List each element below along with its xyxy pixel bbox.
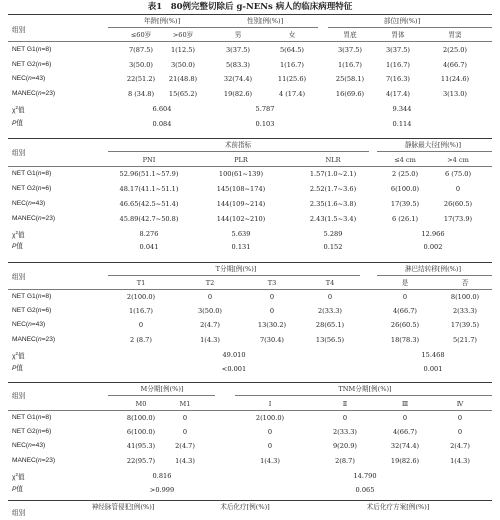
table-cell: 3(50.0) [170,61,196,69]
column-header: >60岁 [172,31,194,39]
group-title: 术后化疗方案[例(%)] [366,503,430,511]
table-cell: 21(48.8) [168,75,198,83]
group-title: 部位[例(%)] [383,17,421,25]
table-cell: 11(25.6) [277,75,307,83]
chi-square-value: 12.966 [421,230,445,238]
table-cell: 7(87.5) [128,46,154,54]
chi-square-value: 15.468 [421,351,445,359]
row-label: MANEC(n=23) [12,215,56,222]
column-header: PLR [234,156,248,164]
table-cell: 2(4.7) [200,321,220,329]
row-label: NEC(n=43) [12,442,46,449]
table-cell: 11(24.6) [440,75,470,83]
column-header: 是 [401,279,409,287]
row-label: $\chi^2$值 [12,230,25,240]
header-rule [8,41,492,42]
row-label: P值 [12,486,23,493]
table-cell: 144(102~210) [216,215,266,223]
table-cell: 144(109~214) [216,200,266,208]
table-cell: 0 [182,414,188,422]
row-label: NET G1(n=8) [12,46,52,53]
group-underline [377,275,492,276]
column-header: Ⅱ [342,400,348,408]
table-cell: 17(73.9) [443,215,473,223]
table-cell: 145(108~174) [216,185,266,193]
table-cell: 0 [342,414,348,422]
chi-square-value: 5.639 [231,230,251,238]
table-cell: 2.35(1.6~3.8) [309,200,357,208]
row-label: NET G2(n=6) [12,61,52,68]
table-cell: 2 (25.0) [391,170,419,178]
group-header: 组别 [12,273,26,281]
group-title: 神经脉管侵犯[例(%)] [91,503,155,511]
column-header: Ⅳ [456,400,464,408]
group-header: 组别 [12,149,26,157]
column-header: NLR [325,156,341,164]
chi-square-value: 14.790 [353,472,377,480]
section-top-rule [8,14,492,15]
row-label: P值 [12,243,23,250]
table-cell: 8 (34.8) [127,90,155,98]
column-header: PNI [142,156,156,164]
table-cell: 4(66.7) [442,61,468,69]
table-cell: 2(33.3) [452,307,478,315]
group-header: 组别 [12,26,26,34]
column-header: ≤4 cm [394,156,416,164]
table-cell: 17(39.5) [390,200,420,208]
table-cell: 4 (17.4) [278,90,306,98]
table-cell: 9(20.9) [332,442,358,450]
row-label: NET G1(n=8) [12,414,52,421]
row-label: MANEC(n=23) [12,90,56,97]
table-cell: 1(16.7) [337,61,363,69]
table-cell: 0 [402,414,408,422]
table-cell: 1.57(1.0~2.1) [309,170,357,178]
group-header: 组别 [12,509,26,517]
group-underline [215,27,318,28]
table-cell: 3(37.5) [337,46,363,54]
table-cell: 0 [207,293,213,301]
column-header: T3 [267,279,277,287]
group-underline [108,275,360,276]
row-label: MANEC(n=23) [12,457,56,464]
table-cell: 2(33.3) [317,307,343,315]
table-cell: 41(95.3) [126,442,156,450]
table-cell: 2.43(1.5~3.4) [309,215,357,223]
chi-square-value: 6.604 [152,105,172,113]
table-cell: 17(39.5) [450,321,480,329]
chi-square-value: 8.276 [139,230,159,238]
group-title: 性别[例(%)] [246,17,284,25]
table-cell: 7(16.3) [385,75,411,83]
header-rule [8,166,492,167]
table-cell: 1(4.3) [450,457,470,465]
column-header: T1 [136,279,146,287]
table-cell: 25(58.1) [335,75,365,83]
p-value: 0.131 [231,243,251,251]
table-cell: 19(82.6) [223,90,253,98]
table-cell: 1(12.5) [170,46,196,54]
row-label: P值 [12,120,23,127]
table-cell: 100(61~139) [218,170,264,178]
table-cell: 2(4.7) [175,442,195,450]
table-cell: 32(74.4) [390,442,420,450]
table-cell: 1(4.3) [200,336,220,344]
row-label: NET G2(n=6) [12,185,52,192]
group-underline [377,151,492,152]
table-cell: 46.65(42.5~51.4) [119,200,179,208]
table-cell: 2(33.3) [332,428,358,436]
table-cell: 45.89(42.7~50.8) [119,215,179,223]
table-cell: 0 [455,185,461,193]
p-value: 0.114 [392,120,412,128]
row-label: NET G2(n=6) [12,307,52,314]
table-cell: 8(100.0) [126,414,156,422]
table-cell: 0 [269,307,275,315]
group-title: 术后化疗[例(%)] [220,503,270,511]
row-label: $\chi^2$值 [12,472,25,482]
table-cell: 1(16.7) [385,61,411,69]
table-cell: 32(74.4) [223,75,253,83]
table-cell: 2.52(1.7~3.6) [309,185,357,193]
table-cell: 0 [457,428,463,436]
table-cell: 28(65.1) [315,321,345,329]
table-cell: 19(82.6) [390,457,420,465]
table-cell: 0 [138,321,144,329]
table-cell: 6 (26.1) [391,215,419,223]
column-header: Ⅲ [401,400,409,408]
table-cell: 3(13.0) [442,90,468,98]
column-header: 女 [288,31,296,39]
table-cell: 16(69.6) [335,90,365,98]
column-header: >4 cm [447,156,469,164]
table-cell: 22(51.2) [126,75,156,83]
p-value: 0.001 [423,365,443,373]
chi-square-value: 5.289 [323,230,343,238]
table-cell: 4(66.7) [392,307,418,315]
header-rule [8,410,492,411]
table-cell: 4(17.4) [385,90,411,98]
table-cell: 13(30.2) [257,321,287,329]
section-top-rule [8,138,492,139]
table-cell: 0 [327,293,333,301]
table-cell: 2(100.0) [255,414,285,422]
column-header: 胃窦 [448,31,462,39]
group-underline [108,395,215,396]
table-cell: 15(65.2) [168,90,198,98]
table-cell: 5(64.5) [279,46,305,54]
group-title: 静脉最大径[例(%)] [404,141,462,149]
chi-square-value: 49.010 [222,351,246,359]
group-underline [328,27,492,28]
table-cell: 7(30.4) [259,336,285,344]
p-value: 0.041 [139,243,159,251]
group-underline [108,27,215,28]
table-cell: 8(100.0) [450,293,480,301]
group-underline [108,151,369,152]
table-cell: 1(4.3) [260,457,280,465]
column-header: 胃体 [391,31,405,39]
table-cell: 1(16.7) [128,307,154,315]
p-value: <0.001 [221,365,247,373]
column-header: M0 [135,400,147,408]
table-cell: 0 [182,428,188,436]
table-cell: 48.17(41.1~51.1) [119,185,179,193]
table-cell: 6 (75.0) [444,170,472,178]
table-cell: 3(37.5) [225,46,251,54]
group-title: T分期[例(%)] [215,265,257,273]
table-cell: 22(95.7) [126,457,156,465]
table-cell: 2(8.7) [335,457,355,465]
group-underline [235,395,492,396]
column-header: 胃底 [343,31,357,39]
row-label: NEC(n=43) [12,321,46,328]
table-cell: 1(4.3) [175,457,195,465]
column-header: T2 [205,279,215,287]
group-header: 组别 [12,392,26,400]
column-header: 否 [461,279,469,287]
row-label: NET G2(n=6) [12,428,52,435]
column-header: M1 [179,400,191,408]
table-cell: 18(78.3) [390,336,420,344]
table-cell: 3(50.0) [197,307,223,315]
table-cell: 13(56.5) [315,336,345,344]
table-cell: 6(100.0) [390,185,420,193]
group-title: 淋巴结转移[例(%)] [404,265,462,273]
section-top-rule [8,262,492,263]
p-value: 0.103 [255,120,275,128]
table-cell: 0 [267,442,273,450]
table-cell: 5(83.3) [225,61,251,69]
table-cell: 26(60.5) [443,200,473,208]
table-cell: 0 [457,414,463,422]
group-title: TNM分期[例(%)] [338,385,392,393]
section-top-rule [8,500,492,501]
row-label: P值 [12,365,23,372]
table-cell: 3(50.0) [128,61,154,69]
table-cell: 2(25.0) [442,46,468,54]
table-cell: 2 (8.7) [130,336,152,344]
table-cell: 2(100.0) [126,293,156,301]
p-value: 0.152 [323,243,343,251]
chi-square-value: 0.816 [152,472,172,480]
p-value: >0.999 [149,486,175,494]
column-header: T4 [325,279,335,287]
table-cell: 0 [269,293,275,301]
row-label: NET G1(n=8) [12,170,52,177]
column-header: Ⅰ [268,400,272,408]
group-title: 术前指标 [224,141,252,149]
p-value: 0.065 [355,486,375,494]
column-header: 男 [234,31,242,39]
row-label: NEC(n=43) [12,75,46,82]
row-label: MANEC(n=23) [12,336,56,343]
table-cell: 6(100.0) [126,428,156,436]
group-title: M分期[例(%)] [140,385,184,393]
table-cell: 52.96(51.1~57.9) [119,170,179,178]
column-header: ≤60岁 [130,31,152,39]
table-cell: 0 [402,293,408,301]
section-top-rule [8,382,492,383]
table-title: 表1 80例完整切除后 g-NENs 病人的临床病理特征 [147,2,353,12]
row-label: $\chi^2$值 [12,351,25,361]
table-cell: 4(66.7) [392,428,418,436]
chi-square-value: 9.344 [392,105,412,113]
header-rule [8,289,492,290]
p-value: 0.084 [152,120,172,128]
table-cell: 0 [267,428,273,436]
p-value: 0.002 [423,243,443,251]
table-cell: 2(4.7) [450,442,470,450]
table-cell: 26(60.5) [390,321,420,329]
table-cell: 1(16.7) [279,61,305,69]
row-label: NET G1(n=8) [12,293,52,300]
table-cell: 3(37.5) [385,46,411,54]
table-cell: 5(21.7) [452,336,478,344]
chi-square-value: 5.787 [255,105,275,113]
row-label: $\chi^2$值 [12,105,25,115]
row-label: NEC(n=43) [12,200,46,207]
group-title: 年龄[例(%)] [143,17,181,25]
